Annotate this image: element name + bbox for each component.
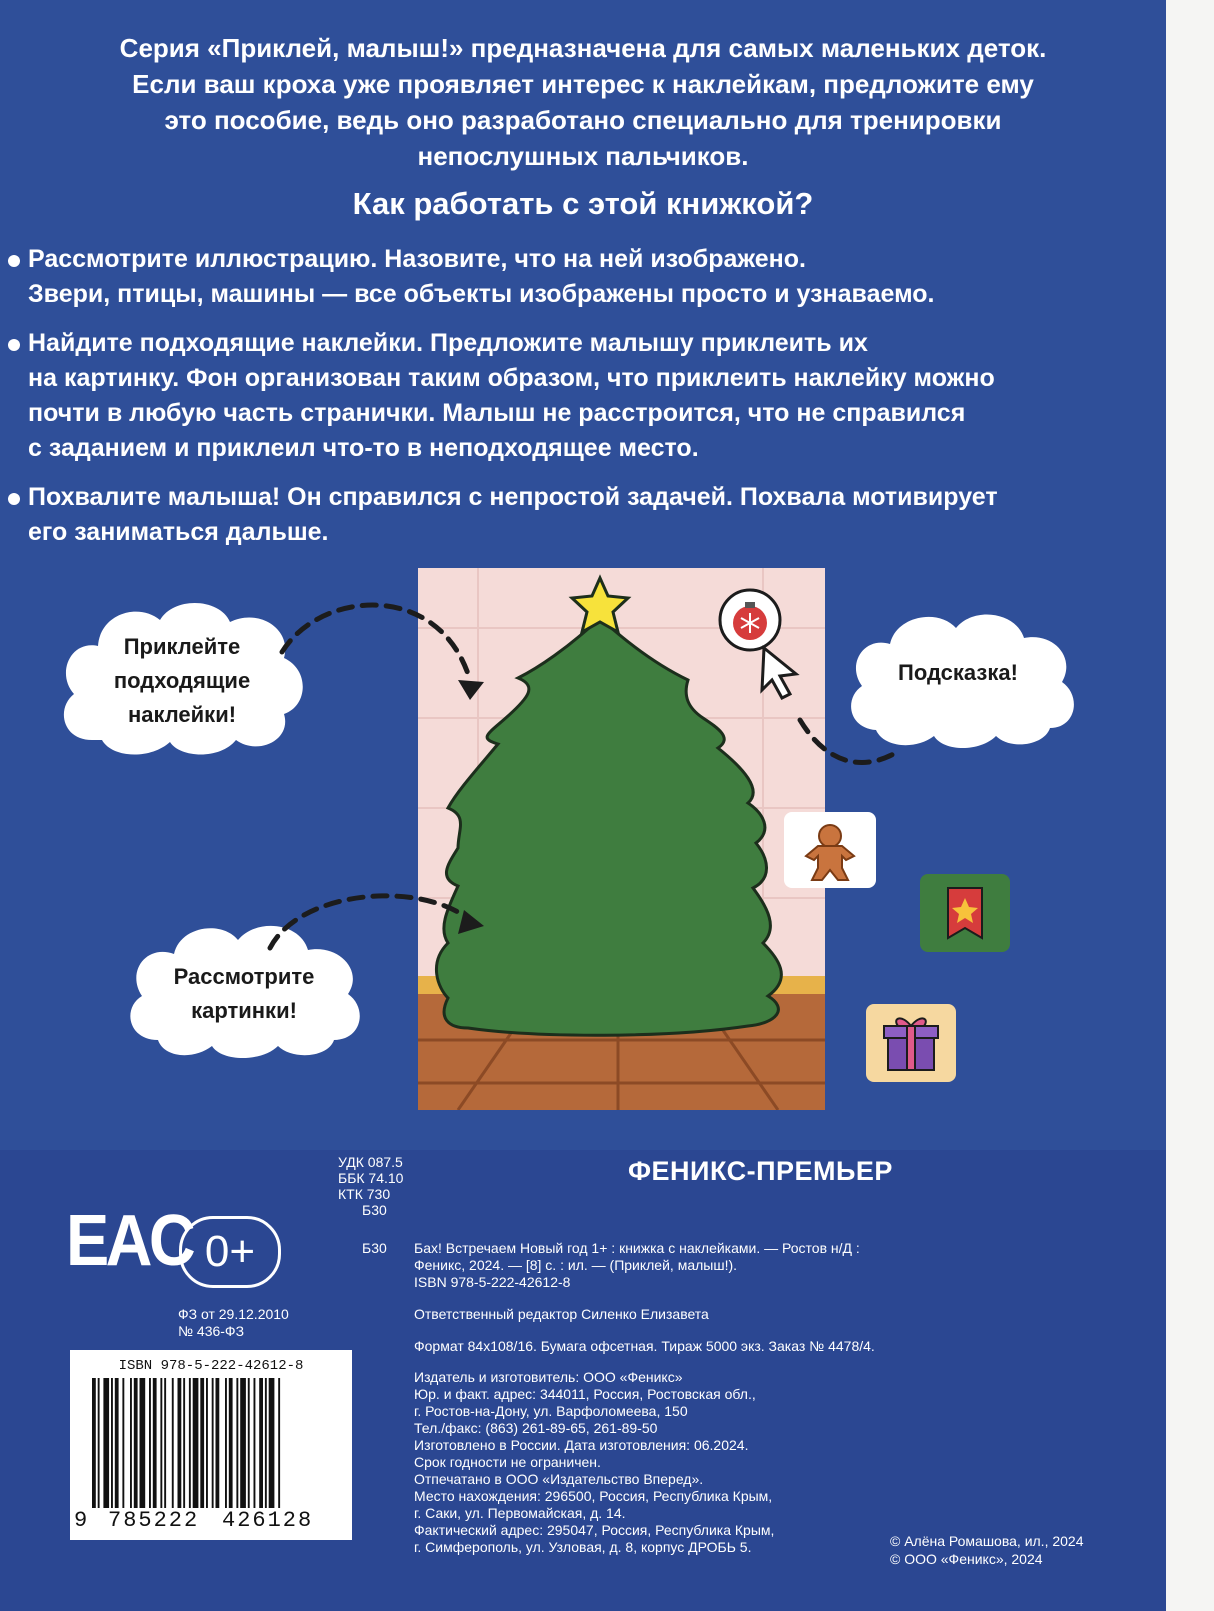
age-rating-badge: 0+ bbox=[179, 1216, 281, 1288]
cloud-hint-text: Подсказка! bbox=[898, 660, 1018, 685]
imprint-line: г. Ростов-на-Дону, ул. Варфоломеева, 150 bbox=[414, 1403, 688, 1419]
barcode-bar bbox=[115, 1378, 119, 1508]
barcode-bar bbox=[172, 1378, 174, 1508]
barcode-bar bbox=[259, 1378, 263, 1508]
gift-icon bbox=[884, 1018, 938, 1070]
author-mark: Б30 bbox=[362, 1202, 387, 1218]
cloud-line: наклейки! bbox=[127, 702, 237, 727]
barcode-bar bbox=[164, 1378, 166, 1508]
intro-line: Серия «Приклей, малыш!» предназначена для самых маленьких деток. bbox=[119, 33, 1047, 63]
bullet-line: Звери, птицы, машины — все объекты изображены просто и узнаваемо. bbox=[28, 280, 935, 308]
barcode-bar bbox=[130, 1378, 132, 1508]
bullet-line: Рассмотрите иллюстрацию. Назовите, что на ней изображено. bbox=[28, 245, 807, 273]
barcode-bar bbox=[240, 1378, 246, 1508]
barcode-digits: 426128 bbox=[222, 1508, 314, 1533]
barcode-bar bbox=[140, 1378, 146, 1508]
biblio-line: Феникс, 2024. — [8] с. : ил. — (Приклей, малыш!). bbox=[414, 1257, 738, 1273]
biblio-line: Бах! Встречаем Новый год 1+ : книжка с наклейками. — Ростов н/Д : bbox=[414, 1240, 860, 1256]
barcode-bar bbox=[269, 1378, 275, 1508]
cloud-line: картинки! bbox=[191, 998, 297, 1023]
bullet-item bbox=[8, 326, 995, 466]
eac-mark: EAC bbox=[66, 1201, 193, 1281]
law-line: ФЗ от 29.12.2010 bbox=[178, 1306, 289, 1322]
imprint-line: Издатель и изготовитель: ООО «Феникс» bbox=[414, 1369, 683, 1385]
barcode-bar bbox=[254, 1378, 256, 1508]
cloud-line: Рассмотрите bbox=[173, 964, 315, 989]
imprint-block bbox=[414, 1369, 774, 1556]
barcode-isbn: ISBN 978-5-222-42612-8 bbox=[118, 1358, 304, 1374]
barcode-bar bbox=[183, 1378, 185, 1508]
gift-sticker bbox=[866, 1004, 956, 1082]
gingerbread-sticker bbox=[784, 812, 876, 888]
cloud-line: Приклейте bbox=[123, 634, 241, 659]
barcode-bar bbox=[103, 1378, 109, 1508]
barcode-bar bbox=[178, 1378, 182, 1508]
law-line: № 436-ФЗ bbox=[178, 1323, 245, 1339]
imprint-line: Фактический адрес: 295047, Россия, Республика Крым, bbox=[414, 1522, 775, 1538]
barcode-bar bbox=[122, 1378, 124, 1508]
ktk-code: КТК 730 bbox=[338, 1186, 391, 1202]
intro-line: Если ваш кроха уже проявляет интерес к наклейкам, предложите ему bbox=[132, 69, 1034, 99]
imprint-line: Тел./факс: (863) 261-89-65, 261-89-50 bbox=[414, 1420, 658, 1436]
barcode-bar bbox=[216, 1378, 220, 1508]
imprint-line: Изготовлено в России. Дата изготовления: 06.2024. bbox=[414, 1437, 749, 1453]
bullet-dot bbox=[8, 339, 20, 351]
udk-code: УДК 087.5 bbox=[338, 1154, 403, 1170]
bullet-line: его заниматься дальше. bbox=[28, 518, 329, 546]
barcode-bar bbox=[278, 1378, 280, 1508]
barcode-bar bbox=[212, 1378, 214, 1508]
copyright-line: © ООО «Феникс», 2024 bbox=[890, 1551, 1043, 1567]
bullet-line: с заданием и приклеил что-то в неподходящее место. bbox=[28, 434, 699, 462]
page-edge bbox=[1166, 0, 1214, 1611]
imprint-line: Срок годности не ограничен. bbox=[414, 1454, 601, 1470]
cloud-stick-text bbox=[82, 630, 282, 732]
intro-line: непослушных пальчиков. bbox=[417, 141, 749, 171]
bullet-line: Найдите подходящие наклейки. Предложите малышу приклеить их bbox=[28, 329, 868, 357]
barcode-bar bbox=[229, 1378, 233, 1508]
barcode-digit: 9 bbox=[74, 1508, 88, 1533]
imprint-line: г. Саки, ул. Первомайская, д. 14. bbox=[414, 1505, 626, 1521]
barcode-bar bbox=[111, 1378, 113, 1508]
barcode-bar bbox=[248, 1378, 250, 1508]
barcode-bar bbox=[160, 1378, 162, 1508]
barcode-bar bbox=[134, 1378, 138, 1508]
bullet-line: почти в любую часть странички. Малыш не расстроится, что не справился bbox=[28, 399, 966, 427]
bullet-item bbox=[8, 480, 998, 550]
imprint-line: Место нахождения: 296500, Россия, Республика Крым, bbox=[414, 1488, 773, 1504]
imprint-line: Юр. и факт. адрес: 344011, Россия, Ростовская обл., bbox=[414, 1386, 756, 1402]
bookmark-sticker bbox=[920, 874, 1010, 952]
format-line: Формат 84x108/16. Бумага офсетная. Тираж 5000 экз. Заказ № 4478/4. bbox=[414, 1338, 875, 1354]
barcode-bars bbox=[92, 1378, 336, 1508]
bullet-line: на картинку. Фон организован таким образом, что приклеить наклейку можно bbox=[28, 364, 995, 392]
barcode-bar bbox=[206, 1378, 208, 1508]
barcode-bar bbox=[225, 1378, 227, 1508]
barcode-bar bbox=[92, 1378, 96, 1508]
copyright-line: © Алёна Ромашова, ил., 2024 bbox=[890, 1533, 1084, 1549]
bullet-dot bbox=[8, 493, 20, 505]
barcode-bar bbox=[200, 1378, 204, 1508]
bullet-dot bbox=[8, 255, 20, 267]
imprint-line: г. Симферополь, ул. Узловая, д. 8, корпус ДРОБЬ 5. bbox=[414, 1539, 752, 1555]
barcode-panel bbox=[70, 1350, 352, 1540]
tree-scene bbox=[418, 568, 825, 1110]
series-intro bbox=[20, 30, 1146, 174]
barcode-bar bbox=[153, 1378, 157, 1508]
barcode-bar bbox=[236, 1378, 238, 1508]
bullet-line: Похвалите малыша! Он справился с непростой задачей. Похвала мотивирует bbox=[28, 483, 998, 511]
barcode-bar bbox=[265, 1378, 267, 1508]
biblio-line: ISBN 978-5-222-42612-8 bbox=[414, 1274, 571, 1290]
barcode-bar bbox=[98, 1378, 100, 1508]
intro-line: это пособие, ведь оно разработано специально для тренировки bbox=[164, 105, 1002, 135]
cloud-look-text bbox=[144, 960, 344, 1028]
tree-illustration bbox=[418, 568, 825, 1110]
editor-line: Ответственный редактор Силенко Елизавета bbox=[414, 1306, 709, 1322]
imprint-line: Отпечатано в ООО «Издательство Вперед». bbox=[414, 1471, 704, 1487]
barcode-bar bbox=[149, 1378, 151, 1508]
howto-heading: Как работать с этой книжкой? bbox=[352, 186, 814, 221]
bbk-code: ББК 74.10 bbox=[338, 1170, 404, 1186]
barcode-bar bbox=[189, 1378, 191, 1508]
barcode-bar bbox=[193, 1378, 199, 1508]
author-mark: Б30 bbox=[362, 1240, 387, 1256]
cloud-line: подходящие bbox=[113, 668, 251, 693]
publisher-logo: ФЕНИКС-ПРЕМЬЕР bbox=[628, 1156, 893, 1186]
barcode-digits: 785222 bbox=[108, 1508, 200, 1533]
bullet-item bbox=[8, 242, 934, 312]
